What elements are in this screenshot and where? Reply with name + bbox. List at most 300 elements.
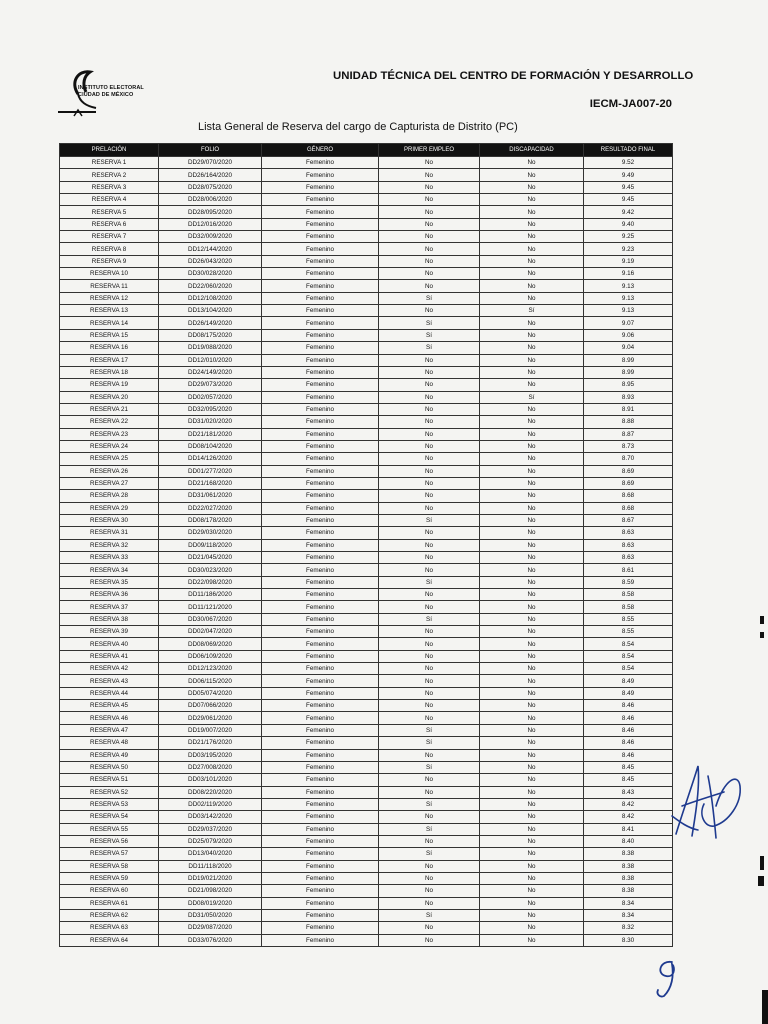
table-cell: No bbox=[379, 477, 480, 489]
table-cell: RESERVA 50 bbox=[60, 761, 159, 773]
table-cell: RESERVA 5 bbox=[60, 206, 159, 218]
column-header: PRELACIÓN bbox=[60, 144, 159, 157]
table-cell: RESERVA 22 bbox=[60, 416, 159, 428]
table-cell: 8.55 bbox=[584, 613, 673, 625]
table-row bbox=[60, 379, 673, 391]
table-row bbox=[60, 280, 673, 292]
table-cell: RESERVA 42 bbox=[60, 663, 159, 675]
table-row bbox=[60, 231, 673, 243]
table-cell: 8.93 bbox=[584, 391, 673, 403]
table-row bbox=[60, 366, 673, 378]
table-cell: DD26/164/2020 bbox=[159, 169, 262, 181]
table-cell: Femenino bbox=[262, 712, 379, 724]
table-cell: 8.46 bbox=[584, 737, 673, 749]
table-cell: No bbox=[379, 194, 480, 206]
table-cell: DD12/010/2020 bbox=[159, 354, 262, 366]
table-cell: Femenino bbox=[262, 885, 379, 897]
table-cell: DD11/121/2020 bbox=[159, 601, 262, 613]
table-cell: Femenino bbox=[262, 218, 379, 230]
table-cell: Femenino bbox=[262, 342, 379, 354]
table-row bbox=[60, 514, 673, 526]
table-cell: Femenino bbox=[262, 737, 379, 749]
table-cell: Femenino bbox=[262, 366, 379, 378]
table-cell: DD29/030/2020 bbox=[159, 527, 262, 539]
table-cell: 8.38 bbox=[584, 872, 673, 884]
table-cell: No bbox=[480, 860, 584, 872]
table-cell: Femenino bbox=[262, 675, 379, 687]
table-row bbox=[60, 774, 673, 786]
table-cell: 8.63 bbox=[584, 539, 673, 551]
table-cell: 8.69 bbox=[584, 477, 673, 489]
table-cell: No bbox=[480, 453, 584, 465]
table-cell: DD21/098/2020 bbox=[159, 885, 262, 897]
table-cell: DD06/109/2020 bbox=[159, 650, 262, 662]
table-cell: RESERVA 14 bbox=[60, 317, 159, 329]
table-row bbox=[60, 453, 673, 465]
table-cell: No bbox=[379, 700, 480, 712]
table-cell: Femenino bbox=[262, 811, 379, 823]
table-cell: Femenino bbox=[262, 897, 379, 909]
table-cell: DD06/115/2020 bbox=[159, 675, 262, 687]
table-cell: RESERVA 3 bbox=[60, 181, 159, 193]
scan-edge-mark bbox=[760, 856, 764, 870]
table-row bbox=[60, 354, 673, 366]
table-cell: No bbox=[480, 761, 584, 773]
table-cell: RESERVA 47 bbox=[60, 724, 159, 736]
table-cell: Femenino bbox=[262, 687, 379, 699]
table-cell: Femenino bbox=[262, 465, 379, 477]
table-cell: RESERVA 41 bbox=[60, 650, 159, 662]
table-cell: 8.45 bbox=[584, 761, 673, 773]
table-cell: No bbox=[480, 823, 584, 835]
table-cell: RESERVA 62 bbox=[60, 909, 159, 921]
table-cell: No bbox=[379, 440, 480, 452]
table-cell: 8.30 bbox=[584, 934, 673, 946]
table-cell: RESERVA 30 bbox=[60, 514, 159, 526]
table-cell: 8.55 bbox=[584, 626, 673, 638]
table-row bbox=[60, 502, 673, 514]
table-cell: Femenino bbox=[262, 860, 379, 872]
table-cell: 9.25 bbox=[584, 231, 673, 243]
table-cell: 9.45 bbox=[584, 181, 673, 193]
table-cell: RESERVA 43 bbox=[60, 675, 159, 687]
table-cell: RESERVA 27 bbox=[60, 477, 159, 489]
table-row bbox=[60, 848, 673, 860]
table-cell: 8.49 bbox=[584, 675, 673, 687]
table-cell: No bbox=[379, 650, 480, 662]
table-row bbox=[60, 663, 673, 675]
table-cell: DD30/023/2020 bbox=[159, 564, 262, 576]
table-row bbox=[60, 700, 673, 712]
table-row bbox=[60, 835, 673, 847]
table-cell: Femenino bbox=[262, 453, 379, 465]
table-cell: 8.42 bbox=[584, 811, 673, 823]
table-cell: No bbox=[480, 897, 584, 909]
table-cell: Femenino bbox=[262, 255, 379, 267]
table-cell: 9.06 bbox=[584, 329, 673, 341]
table-cell: DD28/006/2020 bbox=[159, 194, 262, 206]
table-cell: 8.61 bbox=[584, 564, 673, 576]
table-cell: No bbox=[379, 835, 480, 847]
table-row bbox=[60, 428, 673, 440]
table-cell: RESERVA 16 bbox=[60, 342, 159, 354]
table-cell: No bbox=[480, 502, 584, 514]
table-row bbox=[60, 613, 673, 625]
table-cell: No bbox=[379, 181, 480, 193]
table-cell: DD29/070/2020 bbox=[159, 157, 262, 169]
table-cell: DD25/079/2020 bbox=[159, 835, 262, 847]
table-row bbox=[60, 317, 673, 329]
table-cell: RESERVA 49 bbox=[60, 749, 159, 761]
table-cell: No bbox=[480, 527, 584, 539]
table-cell: 9.13 bbox=[584, 280, 673, 292]
table-cell: DD08/220/2020 bbox=[159, 786, 262, 798]
table-cell: RESERVA 60 bbox=[60, 885, 159, 897]
table-cell: No bbox=[379, 539, 480, 551]
table-cell: No bbox=[379, 675, 480, 687]
table-cell: DD08/178/2020 bbox=[159, 514, 262, 526]
table-cell: RESERVA 20 bbox=[60, 391, 159, 403]
table-cell: No bbox=[480, 428, 584, 440]
table-cell: 8.99 bbox=[584, 366, 673, 378]
table-cell: No bbox=[379, 157, 480, 169]
table-cell: 8.40 bbox=[584, 835, 673, 847]
table-cell: RESERVA 32 bbox=[60, 539, 159, 551]
table-cell: No bbox=[379, 243, 480, 255]
table-cell: DD28/095/2020 bbox=[159, 206, 262, 218]
table-cell: RESERVA 1 bbox=[60, 157, 159, 169]
table-cell: Sí bbox=[379, 909, 480, 921]
table-cell: RESERVA 17 bbox=[60, 354, 159, 366]
table-row bbox=[60, 416, 673, 428]
table-cell: Femenino bbox=[262, 514, 379, 526]
table-cell: No bbox=[379, 453, 480, 465]
table-cell: Sí bbox=[379, 317, 480, 329]
table-cell: 9.52 bbox=[584, 157, 673, 169]
table-cell: No bbox=[480, 317, 584, 329]
table-cell: Femenino bbox=[262, 157, 379, 169]
table-row bbox=[60, 255, 673, 267]
table-row bbox=[60, 909, 673, 921]
table-cell: 9.13 bbox=[584, 305, 673, 317]
table-row bbox=[60, 922, 673, 934]
table-row bbox=[60, 218, 673, 230]
table-cell: No bbox=[379, 416, 480, 428]
table-row bbox=[60, 934, 673, 946]
table-cell: DD08/019/2020 bbox=[159, 897, 262, 909]
table-cell: RESERVA 37 bbox=[60, 601, 159, 613]
table-cell: 8.88 bbox=[584, 416, 673, 428]
table-cell: Sí bbox=[379, 613, 480, 625]
table-row bbox=[60, 181, 673, 193]
table-cell: RESERVA 23 bbox=[60, 428, 159, 440]
table-cell: Femenino bbox=[262, 761, 379, 773]
table-cell: No bbox=[480, 292, 584, 304]
table-cell: RESERVA 4 bbox=[60, 194, 159, 206]
table-cell: Femenino bbox=[262, 774, 379, 786]
table-cell: 9.19 bbox=[584, 255, 673, 267]
unit-title: UNIDAD TÉCNICA DEL CENTRO DE FORMACIÓN Y DESARROLLO bbox=[333, 70, 694, 82]
table-cell: Sí bbox=[379, 798, 480, 810]
table-cell: 8.63 bbox=[584, 552, 673, 564]
table-cell: No bbox=[379, 391, 480, 403]
table-cell: 8.67 bbox=[584, 514, 673, 526]
table-cell: Femenino bbox=[262, 268, 379, 280]
table-cell: RESERVA 35 bbox=[60, 576, 159, 588]
table-row bbox=[60, 749, 673, 761]
table-cell: 8.95 bbox=[584, 379, 673, 391]
table-cell: RESERVA 21 bbox=[60, 403, 159, 415]
table-cell: No bbox=[480, 774, 584, 786]
table-cell: No bbox=[480, 379, 584, 391]
table-cell: RESERVA 58 bbox=[60, 860, 159, 872]
table-cell: RESERVA 28 bbox=[60, 490, 159, 502]
table-cell: No bbox=[379, 218, 480, 230]
table-row bbox=[60, 465, 673, 477]
table-cell: RESERVA 39 bbox=[60, 626, 159, 638]
table-row bbox=[60, 440, 673, 452]
table-cell: DD19/021/2020 bbox=[159, 872, 262, 884]
table-cell: No bbox=[379, 601, 480, 613]
table-cell: Femenino bbox=[262, 650, 379, 662]
table-cell: RESERVA 6 bbox=[60, 218, 159, 230]
table-cell: 8.32 bbox=[584, 922, 673, 934]
table-cell: No bbox=[480, 514, 584, 526]
table-cell: RESERVA 13 bbox=[60, 305, 159, 317]
table-cell: No bbox=[480, 243, 584, 255]
table-row bbox=[60, 737, 673, 749]
handwritten-initial bbox=[648, 956, 688, 1000]
table-row bbox=[60, 157, 673, 169]
table-cell: 8.45 bbox=[584, 774, 673, 786]
table-cell: DD27/008/2020 bbox=[159, 761, 262, 773]
scan-edge-mark bbox=[762, 990, 768, 1024]
table-cell: Femenino bbox=[262, 663, 379, 675]
table-cell: Femenino bbox=[262, 848, 379, 860]
table-cell: No bbox=[480, 848, 584, 860]
table-cell: No bbox=[379, 268, 480, 280]
table-cell: Femenino bbox=[262, 749, 379, 761]
table-cell: No bbox=[379, 379, 480, 391]
table-cell: 8.46 bbox=[584, 749, 673, 761]
table-cell: No bbox=[379, 428, 480, 440]
table-cell: No bbox=[480, 675, 584, 687]
table-cell: No bbox=[379, 527, 480, 539]
table-cell: No bbox=[480, 465, 584, 477]
table-cell: 9.13 bbox=[584, 292, 673, 304]
table-cell: No bbox=[480, 909, 584, 921]
table-cell: No bbox=[480, 539, 584, 551]
table-cell: No bbox=[379, 626, 480, 638]
table-cell: No bbox=[480, 329, 584, 341]
column-header: RESULTADO FINAL bbox=[584, 144, 673, 157]
scan-edge-mark bbox=[760, 616, 764, 624]
table-cell: Femenino bbox=[262, 589, 379, 601]
table-row bbox=[60, 552, 673, 564]
table-cell: No bbox=[480, 737, 584, 749]
table-cell: Femenino bbox=[262, 490, 379, 502]
column-header: DISCAPACIDAD bbox=[480, 144, 584, 157]
table-cell: Sí bbox=[379, 761, 480, 773]
table-row bbox=[60, 675, 673, 687]
table-row bbox=[60, 638, 673, 650]
table-cell: DD08/069/2020 bbox=[159, 638, 262, 650]
table-cell: No bbox=[480, 835, 584, 847]
table-cell: Femenino bbox=[262, 243, 379, 255]
table-cell: Sí bbox=[379, 514, 480, 526]
table-cell: RESERVA 36 bbox=[60, 589, 159, 601]
table-cell: Femenino bbox=[262, 169, 379, 181]
table-cell: 8.59 bbox=[584, 576, 673, 588]
table-cell: 8.87 bbox=[584, 428, 673, 440]
table-cell: RESERVA 31 bbox=[60, 527, 159, 539]
table-cell: No bbox=[379, 749, 480, 761]
table-cell: RESERVA 18 bbox=[60, 366, 159, 378]
table-cell: DD26/149/2020 bbox=[159, 317, 262, 329]
table-cell: 8.38 bbox=[584, 885, 673, 897]
table-cell: RESERVA 11 bbox=[60, 280, 159, 292]
table-cell: No bbox=[480, 687, 584, 699]
table-cell: No bbox=[379, 231, 480, 243]
table-cell: DD21/045/2020 bbox=[159, 552, 262, 564]
table-cell: 9.04 bbox=[584, 342, 673, 354]
table-cell: No bbox=[379, 169, 480, 181]
table-cell: No bbox=[379, 663, 480, 675]
table-cell: No bbox=[480, 922, 584, 934]
table-cell: DD03/195/2020 bbox=[159, 749, 262, 761]
table-cell: RESERVA 59 bbox=[60, 872, 159, 884]
table-cell: RESERVA 24 bbox=[60, 440, 159, 452]
table-cell: 8.46 bbox=[584, 712, 673, 724]
table-cell: 9.23 bbox=[584, 243, 673, 255]
table-row bbox=[60, 885, 673, 897]
table-cell: 9.49 bbox=[584, 169, 673, 181]
table-cell: 8.70 bbox=[584, 453, 673, 465]
table-cell: No bbox=[379, 502, 480, 514]
table-cell: Femenino bbox=[262, 922, 379, 934]
document-code: IECM-JA007-20 bbox=[589, 98, 672, 110]
table-cell: DD05/074/2020 bbox=[159, 687, 262, 699]
table-cell: 8.34 bbox=[584, 909, 673, 921]
table-cell: RESERVA 9 bbox=[60, 255, 159, 267]
table-cell: DD21/176/2020 bbox=[159, 737, 262, 749]
table-cell: No bbox=[480, 589, 584, 601]
table-cell: 8.49 bbox=[584, 687, 673, 699]
table-cell: No bbox=[480, 354, 584, 366]
table-cell: 8.43 bbox=[584, 786, 673, 798]
handwritten-signature bbox=[668, 756, 746, 846]
table-cell: DD11/186/2020 bbox=[159, 589, 262, 601]
table-cell: 9.45 bbox=[584, 194, 673, 206]
table-cell: Femenino bbox=[262, 379, 379, 391]
table-row bbox=[60, 342, 673, 354]
table-cell: No bbox=[379, 860, 480, 872]
table-cell: 9.07 bbox=[584, 317, 673, 329]
table-cell: No bbox=[480, 638, 584, 650]
table-cell: No bbox=[379, 280, 480, 292]
table-cell: No bbox=[480, 268, 584, 280]
table-row bbox=[60, 897, 673, 909]
table-cell: Femenino bbox=[262, 354, 379, 366]
table-cell: Sí bbox=[379, 329, 480, 341]
table-cell: RESERVA 51 bbox=[60, 774, 159, 786]
table-cell: DD21/181/2020 bbox=[159, 428, 262, 440]
table-cell: Femenino bbox=[262, 181, 379, 193]
table-cell: No bbox=[480, 872, 584, 884]
table-cell: Sí bbox=[480, 305, 584, 317]
table-cell: Femenino bbox=[262, 601, 379, 613]
table-cell: No bbox=[480, 206, 584, 218]
table-cell: RESERVA 63 bbox=[60, 922, 159, 934]
table-cell: No bbox=[379, 366, 480, 378]
table-cell: Femenino bbox=[262, 539, 379, 551]
table-cell: Sí bbox=[379, 724, 480, 736]
table-row bbox=[60, 206, 673, 218]
table-cell: RESERVA 38 bbox=[60, 613, 159, 625]
table-cell: No bbox=[480, 626, 584, 638]
table-cell: 8.54 bbox=[584, 638, 673, 650]
table-cell: DD13/040/2020 bbox=[159, 848, 262, 860]
table-cell: No bbox=[379, 934, 480, 946]
table-cell: Femenino bbox=[262, 206, 379, 218]
table-cell: RESERVA 19 bbox=[60, 379, 159, 391]
table-cell: Sí bbox=[379, 848, 480, 860]
table-cell: 9.42 bbox=[584, 206, 673, 218]
column-header: FOLIO bbox=[159, 144, 262, 157]
logo-text-line1: INSTITUTO ELECTORAL bbox=[78, 85, 144, 91]
table-cell: Femenino bbox=[262, 872, 379, 884]
table-cell: DD30/067/2020 bbox=[159, 613, 262, 625]
table-cell: No bbox=[480, 403, 584, 415]
table-cell: DD33/076/2020 bbox=[159, 934, 262, 946]
table-row bbox=[60, 626, 673, 638]
table-cell: No bbox=[480, 564, 584, 576]
table-row bbox=[60, 650, 673, 662]
table-cell: Sí bbox=[379, 737, 480, 749]
table-cell: DD29/087/2020 bbox=[159, 922, 262, 934]
table-cell: DD30/028/2020 bbox=[159, 268, 262, 280]
table-row bbox=[60, 292, 673, 304]
logo-text-line2: CIUDAD DE MÉXICO bbox=[78, 92, 134, 98]
table-cell: 8.38 bbox=[584, 848, 673, 860]
table-cell: No bbox=[480, 934, 584, 946]
table-cell: DD12/016/2020 bbox=[159, 218, 262, 230]
table-cell: Femenino bbox=[262, 231, 379, 243]
table-cell: RESERVA 40 bbox=[60, 638, 159, 650]
table-cell: Sí bbox=[379, 342, 480, 354]
table-cell: No bbox=[480, 181, 584, 193]
table-cell: RESERVA 52 bbox=[60, 786, 159, 798]
reserve-list-table bbox=[59, 143, 673, 947]
table-cell: Femenino bbox=[262, 527, 379, 539]
table-cell: RESERVA 10 bbox=[60, 268, 159, 280]
table-cell: Femenino bbox=[262, 700, 379, 712]
table-cell: No bbox=[379, 206, 480, 218]
table-cell: 8.91 bbox=[584, 403, 673, 415]
table-cell: RESERVA 7 bbox=[60, 231, 159, 243]
table-cell: No bbox=[480, 663, 584, 675]
table-cell: 8.41 bbox=[584, 823, 673, 835]
table-cell: RESERVA 34 bbox=[60, 564, 159, 576]
table-cell: Femenino bbox=[262, 317, 379, 329]
table-cell: DD01/277/2020 bbox=[159, 465, 262, 477]
table-cell: No bbox=[480, 440, 584, 452]
table-cell: No bbox=[379, 786, 480, 798]
table-row bbox=[60, 601, 673, 613]
table-cell: RESERVA 56 bbox=[60, 835, 159, 847]
table-cell: Femenino bbox=[262, 416, 379, 428]
table-cell: Sí bbox=[379, 576, 480, 588]
